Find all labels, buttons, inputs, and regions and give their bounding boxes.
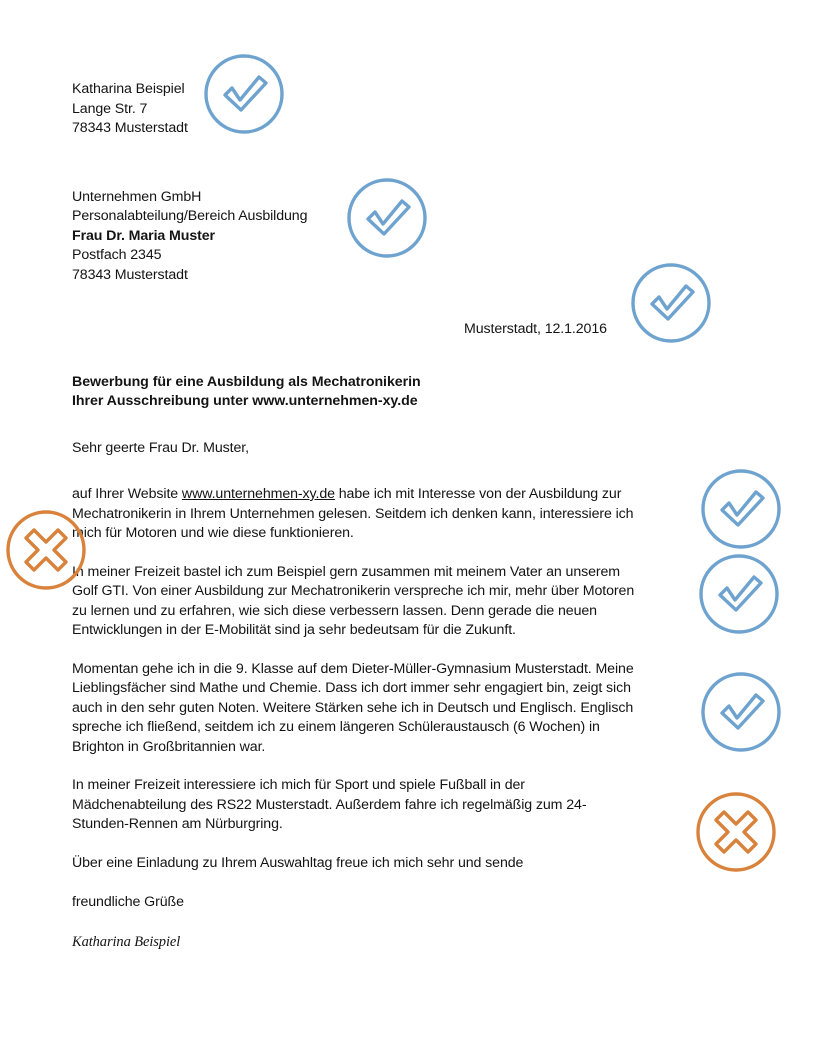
subject-block (72, 373, 712, 412)
body-line: In meiner Freizeit bastel ich zum Beispiel gern zusammen mit meinem Vater an unserem (72, 563, 621, 580)
recipient-city: 78343 Musterstadt (72, 266, 188, 283)
recipient-department: Personalabteilung/Bereich Ausbildung (72, 208, 308, 224)
body-line: Brighton in Großbritannien war. (72, 738, 266, 755)
body-line: In meiner Freizeit interessiere ich mich für Sport und spiele Fußball in der (72, 777, 525, 793)
body-paragraph-2 (72, 563, 712, 641)
sender-address-block (72, 80, 712, 139)
sender-address-line: 78343 Musterstadt (72, 120, 188, 136)
recipient-person: Frau Dr. Maria Muster (72, 227, 215, 244)
recipient-postbox: Postfach 2345 (72, 247, 162, 263)
sender-address-line: Lange Str. 7 (72, 100, 148, 117)
subject-line-2: Ihrer Ausschreibung unter www.unternehmen-xy.de (72, 393, 418, 409)
letter-body (72, 80, 712, 952)
body-paragraph-1 (72, 485, 712, 544)
sender-address-line: Katharina Beispiel (72, 81, 185, 97)
closing-phrase: freundliche Grüße (72, 894, 184, 910)
body-line: auf Ihrer Website www.unternehmen-xy.de habe ich mit Interesse von der Ausbildung zur (72, 486, 622, 502)
signature: Katharina Beispiel (72, 933, 181, 950)
body-line: zu lernen und zu erfahren, wie sich diese verbessern lassen. Denn gerade die neuen (72, 602, 597, 619)
body-line: auch in den sehr guten Noten. Weitere Stärken sehe ich in Deutsch und Englisch. Englisch (72, 699, 634, 716)
body-line: Lieblingsfächer sind Mathe und Chemie. Dass ich dort immer sehr engagiert bin, zeigt sich (72, 680, 631, 696)
body-line: Entwicklungen in der E-Mobilität sind ja sehr bedeutsam für die Zukunft. (72, 622, 516, 638)
salutation: Sehr geerte Frau Dr. Muster, (72, 439, 249, 456)
body-paragraph-3 (72, 660, 712, 758)
body-line: Golf GTI. Von einer Ausbildung zur Mechatronikerin verspreche ich mir, mehr über Motoren (72, 583, 635, 599)
body-line: Mädchenabteilung des RS22 Musterstadt. Außerdem fahre ich regelmäßig zum 24- (72, 796, 587, 813)
recipient-address-block (72, 188, 712, 286)
subject-line-1: Bewerbung für eine Ausbildung als Mechatronikerin (72, 373, 421, 390)
website-link[interactable]: www.unternehmen-xy.de (181, 486, 335, 502)
closing-sentence: Über eine Einladung zu Ihrem Auswahltag freue ich mich sehr und sende (72, 854, 524, 871)
body-line: spreche ich fließend, seitdem ich zu einem längeren Schüleraustausch (6 Wochen) in (72, 719, 600, 735)
body-line: Momentan gehe ich in die 9. Klasse auf dem Dieter-Müller-Gymnasium Musterstadt. Meine (72, 660, 634, 677)
body-line: mich für Motoren und wie diese funktionieren. (72, 525, 354, 541)
body-line: Mechatronikerin in Ihrem Unternehmen gelesen. Seitdem ich denken kann, interessiere ich (72, 505, 634, 522)
recipient-company: Unternehmen GmbH (72, 188, 202, 205)
date-line: Musterstadt, 12.1.2016 (464, 321, 607, 337)
body-line: Stunden-Rennen am Nürburgring. (72, 816, 283, 832)
body-paragraph-4 (72, 776, 712, 835)
